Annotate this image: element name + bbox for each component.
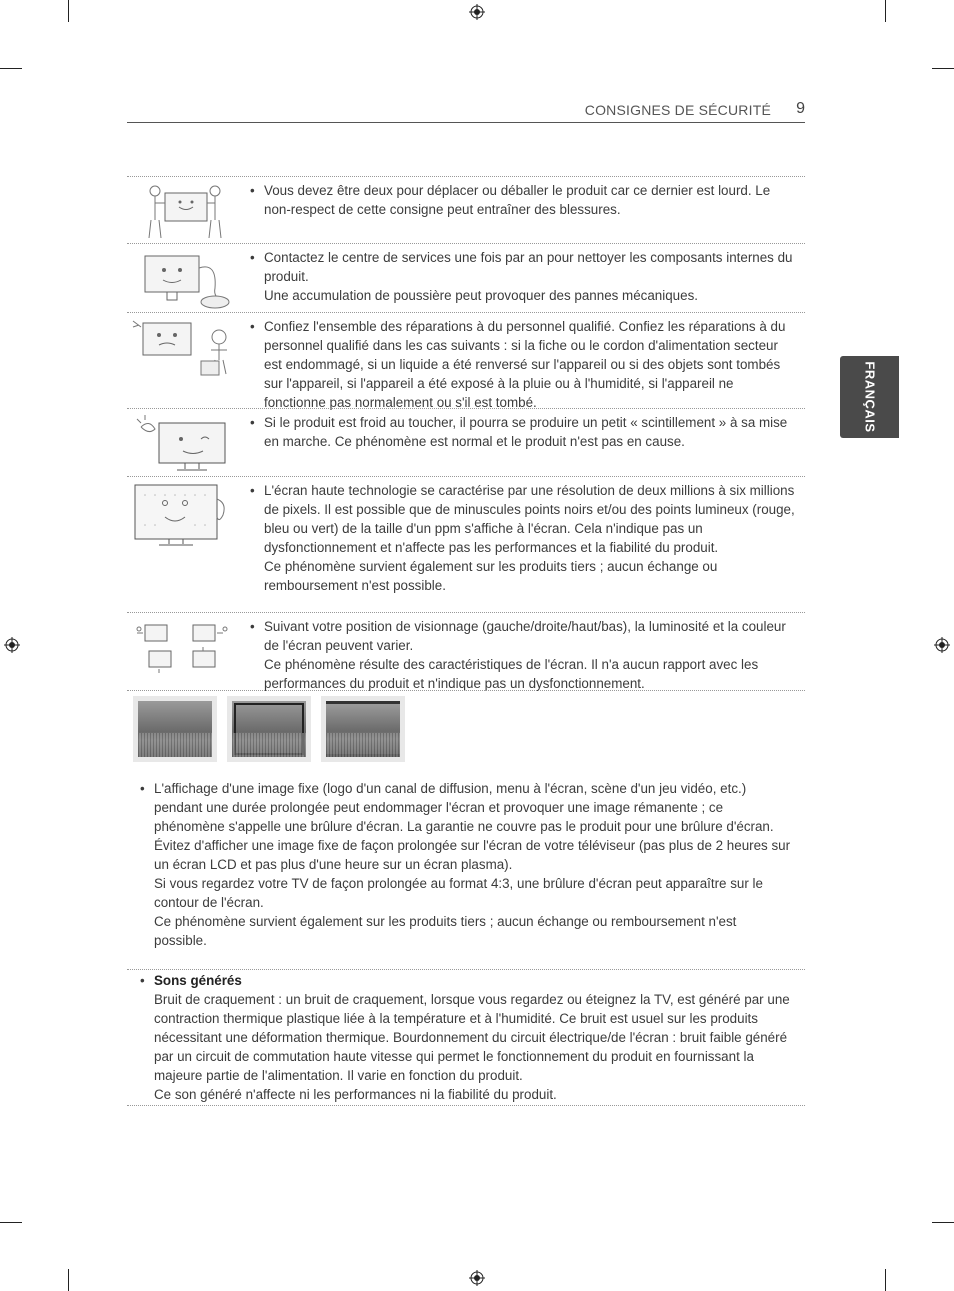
sounds-section (140, 971, 792, 1104)
page-number: 9 (796, 100, 805, 117)
registration-mark-icon (4, 637, 20, 653)
burn-in-image-letterbox (321, 696, 405, 762)
two-people-carrying-tv-icon (131, 181, 241, 241)
section-title: CONSIGNES DE SÉCURITÉ (584, 102, 771, 118)
language-tab-label: FRANÇAIS (862, 361, 877, 433)
language-tab (840, 356, 899, 438)
row-text: Une accumulation de poussière peut provoquer des pannes mécaniques. (264, 288, 698, 303)
crop-mark (0, 68, 22, 69)
crop-mark (0, 1222, 22, 1223)
burn-in-section (140, 779, 792, 950)
registration-mark-icon (934, 637, 950, 653)
tv-cold-flicker-icon (131, 413, 241, 475)
viewing-angle-tvs-icon (131, 617, 241, 677)
tv-vacuum-cleaner-icon (131, 248, 241, 310)
burn-in-text: Si vous regardez votre TV de façon prolongée au format 4:3, une brûlure d'écran peut apparaître sur le contour de l'écran. (154, 876, 763, 910)
crop-mark (885, 1269, 886, 1291)
registration-mark-icon (469, 1270, 485, 1286)
row-text: • Si le produit est froid au toucher, il pourra se produire un petit « scintillement » à sa mise en marche. Ce phénomène est normal et le produit n'est pas en cause. (250, 413, 795, 451)
divider (127, 969, 805, 970)
row-text: Ce phénomène résulte des caractéristiques de l'écran. Il n'a aucun rapport avec les performances du produit et n'indique pas un dysfonctionnement. (264, 657, 759, 691)
burn-in-text: Ce phénomène survient également sur les produits tiers ; aucun échange ou remboursement n'est possible. (154, 914, 737, 948)
sounds-text: Ce son généré n'affecte ni les performances ni la fiabilité du produit. (154, 1087, 557, 1102)
tv-technician-icon (131, 317, 241, 381)
crop-mark (932, 68, 954, 69)
crop-mark (68, 0, 69, 22)
safety-row-flicker (127, 408, 805, 477)
registration-mark-icon (469, 4, 485, 20)
crop-mark (932, 1222, 954, 1223)
crop-mark (68, 1269, 69, 1291)
row-text: • Vous devez être deux pour déplacer ou déballer le produit car ce dernier est lourd. Le non-respect de cette consigne peut entraîner des blessures. (250, 181, 795, 219)
safety-row-carry (127, 176, 805, 244)
safety-row-viewing-angle (127, 612, 805, 691)
safety-row-pixels (127, 476, 805, 613)
crop-mark (885, 0, 886, 22)
divider (127, 690, 805, 691)
row-text: • Contactez le centre de services une fois par an pour nettoyer les composants internes du produit. (250, 248, 795, 286)
burn-in-text: Évitez d'afficher une image fixe de façon prolongée sur l'écran de votre téléviseur (pas plus de 2 heures sur un écran LCD et pas plus d'une heure sur un écran plasma). (154, 838, 791, 872)
burn-in-image-full-frame (133, 696, 217, 762)
row-text: • Confiez l'ensemble des réparations à du personnel qualifié. Confiez les réparations à du personnel qualifié dans les cas suivants : si la fiche ou le cordon d'alimentation secteur est endommagé, si un liquide a été renversé sur l'appareil ou si des objets sont tombés sur l'appareil, si l'appareil a été exposé à la pluie ou à l'humidité, si l'appareil ne fonctionne pas normalement ou s'il est tombé. (250, 317, 795, 412)
page-header (127, 100, 805, 123)
burn-in-image-border-frame (227, 696, 311, 762)
row-text: • L'écran haute technologie se caractérise par une résolution de deux millions à six millions de pixels. Il est possible que de minuscules points noirs et/ou des points lumineux (rouge, bleu ou vert) de la taille d'un ppm s'affiche à l'écran. Cela n'indique pas un dysfonctionnement et n'affecte pas les performances et la fiabilité du produit. (250, 481, 795, 557)
burn-in-text: • L'affichage d'une image fixe (logo d'un canal de diffusion, menu à l'écran, scène d'un jeu vidéo, etc.) pendant une durée prolongée peut endommager l'écran et provoquer une image rémanente ; ce phénomène s'appelle une brûlure d'écran. La garantie ne couvre pas le produit pour une brûlure d'écran. (140, 779, 792, 836)
sounds-text: Bruit de craquement : un bruit de craquement, lorsque vous regardez ou éteignez la TV, est généré par une contraction thermique plastique liée à la température et à l'humidité. Ce bruit est usuel sur les produits nécessitant une déformation thermique. Bourdonnement du circuit électrique/de l'écran : bruit faible généré par un circuit de commutation haute vitesse qui permet le fonctionnement du produit en fournissant la majeure partie de l'alimentation. Il varie en fonction du produit. (154, 992, 790, 1083)
safety-row-cleaning (127, 243, 805, 313)
row-text: Ce phénomène survient également sur les produits tiers ; aucun échange ou remboursement n'est possible. (264, 559, 718, 593)
divider (127, 1105, 805, 1106)
tv-pixel-dots-icon (131, 481, 241, 549)
safety-row-repairs (127, 312, 805, 409)
row-text: • Suivant votre position de visionnage (gauche/droite/haut/bas), la luminosité et la couleur de l'écran peuvent varier. (250, 617, 795, 655)
sounds-heading: Sons générés (154, 973, 242, 988)
